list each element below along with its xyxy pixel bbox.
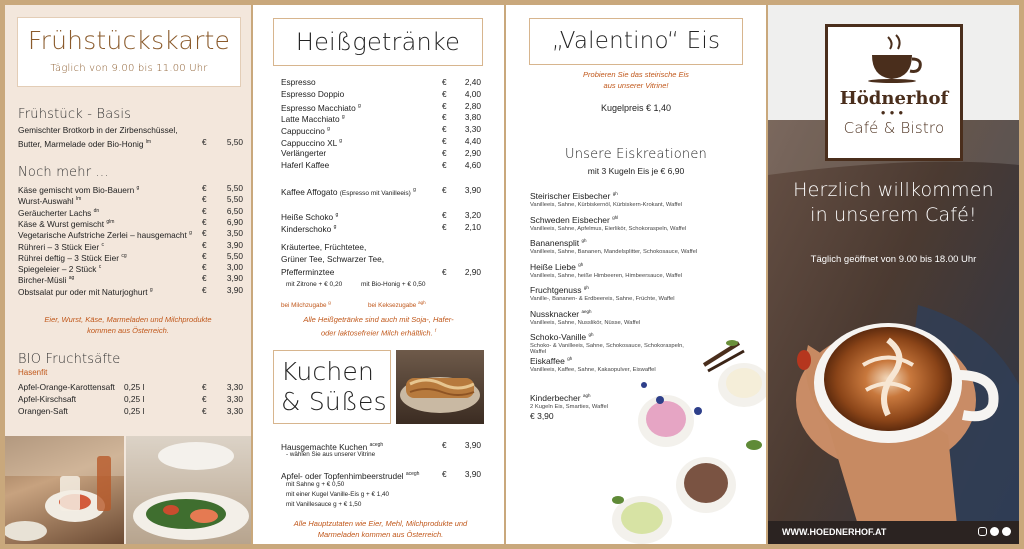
euro-sign: € [202, 405, 207, 416]
breakfast-title-box [17, 17, 241, 87]
item-name: Haferl Kaffee [281, 159, 330, 170]
breakfast-photo-left [5, 436, 124, 544]
hot-drink-row [281, 124, 481, 136]
website-link[interactable]: WWW.HOEDNERHOF.AT [782, 527, 887, 537]
ice-creation-description: Vanilleeis, Sahne, Kürbiskernöl, Kürbiskern-Krokant, Waffel [530, 202, 682, 208]
item-price: 5,50 [226, 183, 243, 193]
ice-creation-name: Bananensplit [530, 238, 580, 248]
euro-sign: € [442, 88, 447, 99]
ice-creation-name: Heiße Liebe [530, 261, 576, 272]
hot-drink-row [281, 101, 481, 113]
euro-sign: € [202, 205, 207, 216]
euro-sign: € [202, 239, 207, 250]
juices-subheading: Hasenfit [18, 368, 48, 377]
euro-sign: € [442, 159, 447, 170]
strudel-row [281, 469, 481, 481]
item-price: 3,00 [226, 262, 243, 273]
kids-cup: Kinderbecher $^{agh}$ 2 Kugeln Eis, Smarties, Waffel € 3,90 [530, 393, 608, 421]
allergen-code: g [358, 102, 361, 109]
item-name: Heiße Schoko [281, 211, 334, 222]
ice-cream-intro: Probieren Sie das steirische Eis aus unserer Vitrine! [583, 70, 689, 90]
noch-mehr-heading: Noch mehr ... [18, 165, 109, 180]
hot-drink-row [281, 160, 481, 172]
hot-drink-row [281, 136, 481, 148]
breakfast-item-row [18, 183, 243, 195]
allergen-code: gh [578, 261, 584, 267]
cakes-title: Kuchen & Süßes [273, 350, 391, 424]
allergen-code: g [149, 286, 153, 293]
breakfast-hours: Täglich von 9.00 bis 11.00 Uhr [50, 63, 208, 74]
logo-name: Hödnerhof [839, 88, 949, 109]
item-price: 6,50 [226, 205, 243, 216]
euro-sign: € [442, 210, 447, 220]
item-name: Hausgemachte Kuchen [281, 441, 368, 452]
biscuit-addition: bei Keksezugabe $^{agh}$ [368, 300, 426, 310]
euro-sign: € [202, 273, 207, 284]
allergen-code: g [189, 230, 192, 237]
ice-creations-heading: Unsere Eiskreationen [564, 147, 707, 162]
hot-drink-row [281, 112, 481, 124]
juice-item-row [18, 406, 243, 418]
ice-creation-name: Steirischer Eisbecher [530, 191, 611, 201]
juice-item-row [18, 394, 243, 406]
item-price: 5,50 [226, 194, 243, 205]
item-size: 0,25 l [124, 382, 145, 392]
euro-sign: € [202, 382, 207, 392]
allergen-code: g [333, 224, 337, 230]
chocolate-row [281, 222, 481, 234]
ice-creation-description: Vanilleeis, Sahne, heiße Himbeeren, Himbeersauce, Waffel [530, 272, 682, 279]
ice-cream-panel [506, 5, 766, 544]
item-name: Latte Macchiato [281, 114, 340, 125]
euro-sign: € [202, 262, 207, 273]
item-name: Espresso Doppio [281, 88, 345, 99]
breakfast-item-row [18, 251, 243, 263]
breakfast-item-row [18, 273, 243, 285]
item-name: Geräucherter Lachs [18, 207, 92, 218]
allergen-code: gh [612, 191, 618, 197]
euro-sign: € [442, 222, 447, 232]
item-price: 3,20 [464, 210, 481, 220]
cakes-origin-note: Alle Hauptzutaten wie Eier, Mehl, Milchprodukte und Marmeladen kommen aus Österreich. [293, 519, 468, 539]
allergen-code: c [101, 241, 104, 248]
item-price: 3,30 [464, 124, 481, 135]
cake-subtext: - wählen Sie aus unserer Vitrine [286, 451, 376, 458]
item-name: Espresso Macchiato [281, 102, 356, 113]
opening-hours: Täglich geöffnet von 9.00 bis 18.00 Uhr [810, 254, 977, 265]
affogato-row: Kaffee Affogato (Espresso mit Vanilleeis) $^g$ € 3,90 [281, 185, 481, 197]
item-price: 3,30 [226, 382, 243, 392]
item-name: Rührei deftig – 3 Stück Eier [18, 252, 119, 263]
allergen-code: gh [588, 332, 594, 338]
breakfast-item-row [18, 285, 243, 297]
euro-sign: € [202, 228, 207, 239]
euro-sign: € [442, 124, 447, 135]
euro-sign: € [442, 100, 447, 111]
milk-addition: bei Milchzugabe $^g$ [281, 300, 331, 310]
allergen-code: gh [583, 285, 589, 291]
allergen-code: cg [121, 252, 127, 259]
ice-creation-description: Vanilleeis, Sahne, Bananen, Mandelsplitter, Schokosauce, Waffel [530, 249, 698, 255]
tea-option-honey: mit Bio-Honig + € 0,50 [361, 281, 426, 288]
item-name: Apfel-Orange-Karottensaft [18, 382, 115, 392]
hot-drink-row [281, 89, 481, 101]
ice-creation-description: Vanilleeis, Kaffee, Sahne, Kakaopulver, Eiswaffel [530, 366, 656, 373]
item-size: 0,25 l [124, 405, 145, 416]
chocolate-row [281, 210, 481, 222]
item-price: 3,50 [226, 228, 243, 239]
item-price: 5,50 [226, 250, 243, 261]
ice-cream-title: „Valentino“ Eis [529, 18, 743, 65]
hot-drink-row [281, 77, 481, 89]
ice-creation-description: Vanilleeis, Sahne, Nusslikör, Nüsse, Waffel [530, 319, 641, 326]
item-name: Cappuccino [281, 125, 325, 136]
allergen-code: acegh [369, 442, 384, 448]
ice-creation-name: Nussknacker [530, 308, 580, 319]
breakfast-item-row [18, 228, 243, 240]
item-price: 3,30 [226, 393, 243, 404]
allergen-code: ghl [612, 214, 619, 220]
euro-sign: € [202, 183, 207, 193]
milk-alternatives-note: Alle Heißgetränke sind auch mit Soja-, Hafer- oder laktosefreier Milch erhältlich. $^f$ [303, 315, 454, 338]
allergen-code: g [327, 126, 330, 133]
juices-heading: BIO Fruchtsäfte [18, 352, 121, 367]
breakfast-item-row [18, 194, 243, 206]
item-price: 3,90 [464, 469, 481, 479]
breakfast-title: Frühstückskarte [27, 26, 231, 55]
item-price: 3,90 [226, 273, 243, 284]
item-price: 3,30 [226, 405, 243, 416]
ice-creation-item [530, 215, 700, 232]
item-price: 2,40 [464, 77, 481, 87]
euro-sign: € [202, 216, 207, 227]
coffee-cup-icon [864, 33, 924, 83]
logo-sub: Café & Bistro [843, 119, 945, 137]
strudel-option: mit Sahne g + € 0,50 [286, 481, 345, 488]
breakfast-item-row [18, 262, 243, 274]
item-price: 3,90 [226, 284, 243, 295]
hot-drink-row [281, 148, 481, 160]
euro-sign: € [202, 194, 207, 205]
item-price: 4,60 [464, 159, 481, 170]
social-icons [978, 527, 1011, 536]
ice-creation-item [530, 285, 700, 302]
ice-creations-subheading: mit 3 Kugeln Eis je € 6,90 [587, 166, 685, 176]
item-name: Orangen-Saft [18, 405, 68, 416]
item-name: Wurst-Auswahl [18, 196, 74, 207]
item-price: 4,40 [464, 136, 481, 146]
breakfast-item-row [18, 206, 243, 218]
ice-creation-item [530, 356, 700, 373]
instagram-icon[interactable] [978, 527, 987, 536]
ice-creation-name: Fruchtgenuss [530, 285, 582, 295]
hot-drinks-title: Heißgetränke [273, 18, 483, 66]
item-price: 3,90 [226, 239, 243, 250]
allergen-code: gh [581, 238, 587, 244]
allergen-code: ag [68, 275, 75, 282]
allergen-code: c [98, 264, 102, 271]
strudel-option: mit einer Kugel Vanille-Eis g + € 1,40 [286, 491, 389, 498]
ice-creation-description: Schoko- & Vanilleeis, Sahne, Schokosauce, Schokoraspeln, Waffel [530, 343, 684, 355]
allergen-code: glm [106, 218, 115, 225]
item-name: Kinderschoko [281, 223, 332, 234]
euro-sign: € [202, 250, 207, 261]
ice-creation-name: Eiskaffee [530, 355, 565, 366]
allergen-code: g [339, 138, 343, 144]
item-name: Käse gemischt vom Bio-Bauern [18, 184, 135, 195]
juice-item-row [18, 382, 243, 394]
allergen-code: aegh [581, 308, 592, 314]
allergen-code: gh [567, 355, 573, 361]
euro-sign: € [442, 112, 447, 123]
item-name: Vegetarische Aufstriche Zerlei – hausgemacht [18, 229, 187, 240]
item-name: Spiegeleier – 2 Stück [18, 263, 97, 274]
cover-panel [768, 5, 1019, 544]
breakfast-panel: Frühstückskarte Täglich von 9.00 bis 11.00 Uhr Frühstück - Basis Gemischter Brotkorb in der Zirbenschüssel, Butter, Marmelade oder Bio-Honig $^{lm}$ € 5,50 Noch mehr ... Eier, Wurst, Käse, Marmeladen und Milchprodukte kommen aus Österreich. BIO Fruchtsäfte Hasenfit Käse gemischt vom Bio-Bauern $^g$ € 5,50 Wurst-Auswahl $^{lm}$ € 5,50 Geräucherter Lachs $^{dn}$ € 6,50 Käse & Wurst gemischt $^{glm}$ € 6,90 Vegetarische Aufstriche Zerlei – hausgemacht $^g$ € 3,50 Rühreri – 3 Stück Eier $^c$ € 3,90 Rührei deftig – 3 Stück Eier $^{cg}$ € 5,50 Spiegeleier – 2 Stück $^c$ € 3,00 Bircher-Müsli $^{ag}$ € 3,90 Obstsalat pur oder mit Naturjoghurt $^g$ € 3,90 Apfel-Orange-Karottensaft 0,25 l € 3,30 Apfel-Kirschsaft 0,25 l € 3,30 Orangen-Saft 0,25 l € 3,30 [5, 5, 251, 544]
pinterest-icon[interactable] [1002, 527, 1011, 536]
tea-row: Pfefferminztee € 2,90 [281, 267, 481, 277]
item-price: 3,90 [464, 440, 481, 450]
item-name: Cappuccino XL [281, 137, 337, 148]
breakfast-item-row [18, 217, 243, 229]
euro-sign: € [442, 136, 447, 146]
item-name: Käse & Wurst gemischt [18, 218, 105, 229]
allergen-code: g [341, 114, 345, 121]
euro-sign: € [442, 147, 447, 158]
item-name: Rühreri – 3 Stück Eier [18, 241, 100, 252]
ice-creation-description: Vanille-, Bananen- & Erdbeereis, Sahne, Früchte, Waffel [530, 296, 675, 302]
allergen-code: dn [93, 207, 100, 214]
item-size: 0,25 l [124, 393, 145, 404]
hot-drinks-panel: Heißgetränke Kaffee Affogato (Espresso mit Vanilleeis) $^g$ € 3,90 Kräutertee, Früchtetee, Grüner Tee, Schwarzer Tee, Pfefferminztee € 2,90 mit Zitrone + € 0,20 mit Bio-Honig + € 0,50 bei Milchzugabe $^g$ bei Keksezugabe $^{agh}$ Alle Heißgetränke sind auch mit Soja-, Hafer- oder laktosefreier Milch erhältlich. $^f$ Kuchen & Süßes Alle Hauptzutaten wie Eier, Mehl, Milchprodukte und Marmeladen kommen aus Österreich. Espresso € 2,40 Espresso Doppio € 4,00 Espresso Macchiato $^g$ € 2,80 Latte Macchiato $^g$ € 3,80 Cappuccino $^g$ € 3,30 Cappuccino XL $^g$ € 4,40 Verlängerter € 2,90 Haferl Kaffee € 4,60 Heiße Schoko $^g$ € 3,20 Kinderschoko $^g$ € 2,10 Hausgemachte Kuchen $^{acegh}$ € 3,90 - wählen Sie aus unserer Vitrine Apfel- oder Topfenhimbeerstrudel $^{acegh}$ € 3,90 mit Sahne g + € 0,50 mit einer Kugel Vanille-Eis g + € 1,40 mit Vanillesauce g + € 1,50 [253, 5, 504, 544]
euro-sign: € [442, 469, 447, 479]
ice-creation-name: Schoko-Vanille [530, 332, 587, 342]
allergen-code: g [335, 212, 339, 218]
strudel-option: mit Vanillesauce g + € 1,50 [286, 501, 362, 508]
hoednerhof-logo [825, 24, 963, 161]
item-name: Espresso [281, 77, 316, 87]
item-name: Apfel- oder Topfenhimbeerstrudel [281, 470, 404, 481]
ice-creation-item [530, 191, 700, 208]
item-price: 3,80 [464, 112, 481, 123]
item-name: Bircher-Müsli [18, 275, 67, 286]
ice-creation-item [530, 332, 700, 355]
scoop-price: Kugelpreis € 1,40 [600, 103, 672, 113]
euro-sign: € [202, 284, 207, 295]
euro-sign: € [442, 440, 447, 450]
strudel-photo [396, 350, 484, 424]
ice-creation-item [530, 262, 700, 279]
basis-heading: Frühstück - Basis [18, 107, 132, 122]
breakfast-item-row [18, 240, 243, 252]
ice-creation-item [530, 238, 700, 255]
euro-sign: € [202, 393, 207, 404]
item-price: 2,90 [464, 147, 481, 158]
ice-creation-item [530, 309, 700, 326]
tea-option-lemon: mit Zitrone + € 0,20 [286, 281, 343, 288]
item-price: 6,90 [226, 216, 243, 227]
facebook-icon[interactable] [990, 527, 999, 536]
footer-bar [768, 521, 1019, 544]
item-name: Obstsalat pur oder mit Naturjoghurt [18, 286, 148, 297]
euro-sign: € [442, 77, 447, 87]
welcome-text: Herzlich willkommen in unserem Café! [793, 179, 994, 226]
item-price: 2,80 [464, 100, 481, 111]
item-price: 4,00 [464, 88, 481, 99]
basis-row: Butter, Marmelade oder Bio-Honig $^{lm}$ € 5,50 [18, 137, 243, 149]
item-name: Verlängerter [281, 147, 327, 158]
item-price: 2,10 [464, 222, 481, 232]
allergen-code: acegh [405, 471, 420, 477]
item-name: Apfel-Kirschsaft [18, 393, 77, 404]
allergen-code: g [136, 185, 140, 191]
breakfast-photo-right [126, 436, 251, 544]
logo-dots: ●●● [880, 108, 908, 117]
ice-creation-description: Vanilleeis, Sahne, Apfelmus, Eierlikör, Schokoraspeln, Waffel [530, 225, 687, 232]
ice-creation-name: Schweden Eisbecher [530, 214, 610, 225]
breakfast-origin-note: Eier, Wurst, Käse, Marmeladen und Milchprodukte kommen aus Österreich. [44, 315, 212, 335]
allergen-code: lm [75, 196, 82, 203]
